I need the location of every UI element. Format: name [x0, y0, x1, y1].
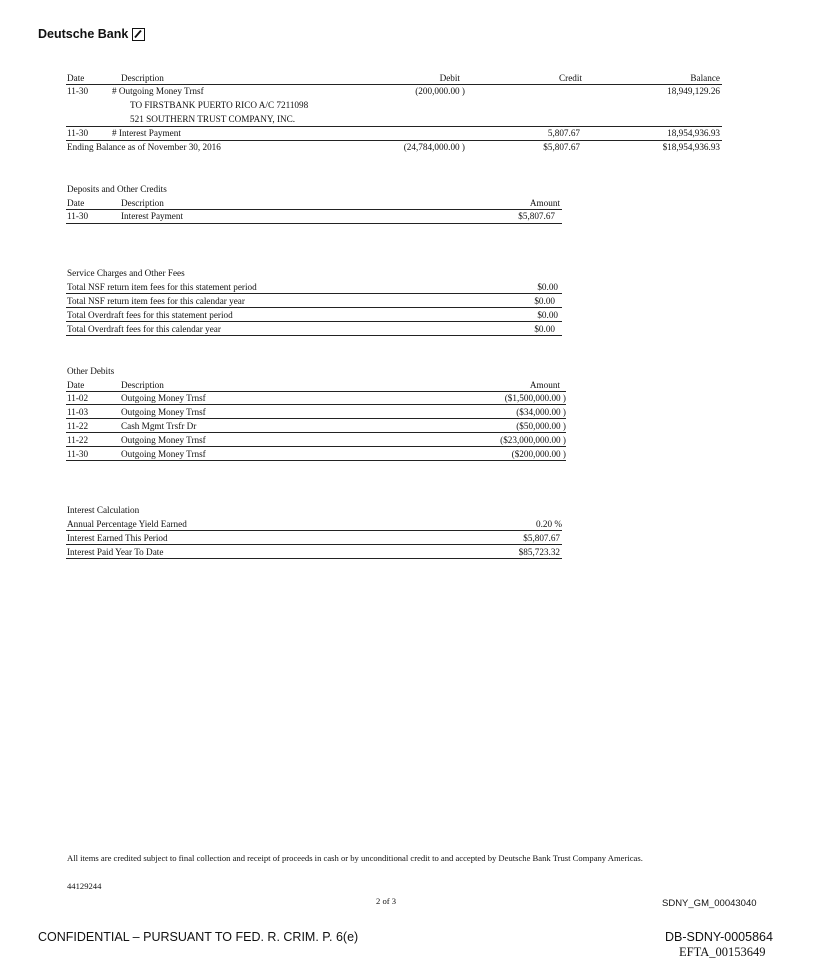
col-header-amount: Amount [529, 380, 560, 390]
divider [66, 418, 566, 419]
row-description: Interest Payment [121, 211, 183, 221]
col-header-debit: Debit [439, 73, 460, 83]
row-credit: 5,807.67 [547, 128, 580, 138]
row-description: Outgoing Money Trnsf [121, 435, 206, 445]
row-amount: ($23,000,000.00 ) [500, 435, 566, 445]
row-balance: 18,954,936.93 [667, 128, 720, 138]
col-header-description: Description [121, 380, 164, 390]
col-header-description: Description [121, 198, 164, 208]
col-header-date: Date [67, 380, 85, 390]
account-code: 44129244 [67, 881, 102, 891]
confidential-notice: CONFIDENTIAL – PURSUANT TO FED. R. CRIM. P. 6(e) [38, 930, 359, 944]
col-header-date: Date [67, 73, 85, 83]
row-date: 11-30 [67, 128, 89, 138]
row-date: 11-22 [67, 435, 89, 445]
fee-label: Total Overdraft fees for this calendar year [67, 324, 221, 334]
ending-debit: (24,784,000.00 ) [403, 142, 465, 152]
col-header-description: Description [121, 73, 164, 83]
section-title: Deposits and Other Credits [67, 184, 167, 194]
section-title: Other Debits [67, 366, 115, 376]
fee-label: Total NSF return item fees for this calendar year [67, 296, 245, 306]
fee-label: Total NSF return item fees for this statement period [67, 282, 257, 292]
divider [66, 84, 722, 85]
divider [66, 321, 562, 322]
divider [66, 558, 562, 559]
divider [66, 293, 562, 294]
fee-amount: $0.00 [537, 282, 558, 292]
row-description: # Outgoing Money Trnsf [112, 86, 204, 96]
interest-label: Interest Earned This Period [67, 533, 168, 543]
divider [66, 223, 562, 224]
deutsche-bank-slash-square-icon [132, 28, 145, 41]
row-date: 11-30 [67, 86, 89, 96]
fee-amount: $0.00 [534, 296, 555, 306]
divider [66, 126, 722, 127]
row-date: 11-22 [67, 421, 89, 431]
row-amount: $5,807.67 [518, 211, 555, 221]
row-date: 11-03 [67, 407, 89, 417]
divider [66, 335, 562, 336]
row-description: Outgoing Money Trnsf [121, 407, 206, 417]
divider [66, 432, 566, 433]
row-amount: ($34,000.00 ) [516, 407, 566, 417]
ending-credit: $5,807.67 [543, 142, 580, 152]
row-date: 11-30 [67, 449, 89, 459]
bank-name: Deutsche Bank [38, 27, 129, 41]
row-description: # Interest Payment [112, 128, 181, 138]
fee-amount: $0.00 [534, 324, 555, 334]
row-detail: 521 SOUTHERN TRUST COMPANY, INC. [130, 114, 296, 124]
divider [66, 307, 562, 308]
divider [66, 140, 722, 141]
divider [66, 209, 562, 210]
bank-logo [38, 27, 145, 41]
interest-amount: $85,723.32 [518, 547, 560, 557]
bates-sdny: SDNY_GM_00043040 [662, 898, 757, 909]
col-header-credit: Credit [559, 73, 582, 83]
row-amount: ($200,000.00 ) [511, 449, 566, 459]
page-number: 2 of 3 [376, 896, 397, 906]
row-date: 11-30 [67, 211, 89, 221]
fee-label: Total Overdraft fees for this statement period [67, 310, 233, 320]
row-description: Outgoing Money Trnsf [121, 449, 206, 459]
disclaimer-text: All items are credited subject to final collection and receipt of proceeds in cash or by unconditional credit to and accepted by Deutsche Bank Trust Company Americas. [67, 853, 643, 863]
interest-amount: 0.20 % [535, 519, 562, 529]
divider [66, 460, 566, 461]
col-header-balance: Balance [690, 73, 720, 83]
bates-efta: EFTA_00153649 [679, 945, 766, 959]
row-detail: TO FIRSTBANK PUERTO RICO A/C 7211098 [130, 100, 309, 110]
row-amount: ($50,000.00 ) [516, 421, 566, 431]
fee-amount: $0.00 [537, 310, 558, 320]
col-header-date: Date [67, 198, 85, 208]
divider [66, 530, 562, 531]
interest-label: Interest Paid Year To Date [67, 547, 164, 557]
row-description: Outgoing Money Trnsf [121, 393, 206, 403]
bates-db: DB-SDNY-0005864 [665, 930, 773, 944]
row-balance: 18,949,129.26 [667, 86, 720, 96]
row-date: 11-02 [67, 393, 89, 403]
row-amount: ($1,500,000.00 ) [504, 393, 566, 403]
divider [66, 446, 566, 447]
col-header-amount: Amount [529, 198, 560, 208]
ending-balance: $18,954,936.93 [662, 142, 720, 152]
row-description: Cash Mgmt Trsfr Dr [121, 421, 197, 431]
interest-amount: $5,807.67 [523, 533, 560, 543]
section-title: Service Charges and Other Fees [67, 268, 185, 278]
divider [66, 391, 566, 392]
section-title: Interest Calculation [67, 505, 140, 515]
interest-label: Annual Percentage Yield Earned [67, 519, 187, 529]
row-debit: (200,000.00 ) [415, 86, 465, 96]
ending-balance-label: Ending Balance as of November 30, 2016 [67, 142, 221, 152]
divider [66, 404, 566, 405]
divider [66, 544, 562, 545]
